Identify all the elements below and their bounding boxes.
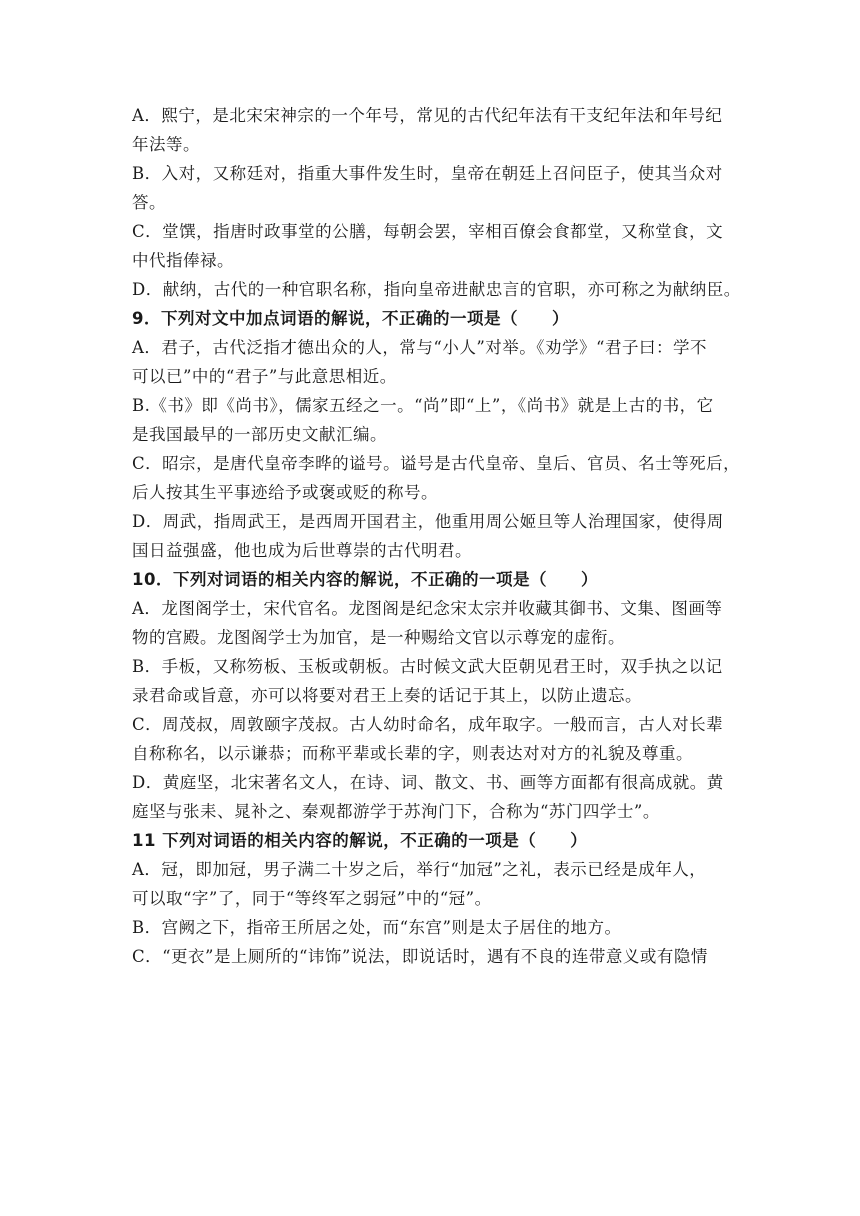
option-line: D．黄庭坚，北宋著名文人，在诗、词、散文、书、画等方面都有很高成就。黄 bbox=[132, 773, 724, 792]
option-line: B.《书》即《尚书》，儒家五经之一。“尚”即“上”，《尚书》就是上古的书，它 bbox=[132, 396, 714, 415]
option-line: 庭坚与张耒、晁补之、秦观都游学于苏洵门下，合称为“苏门四学士”。 bbox=[132, 802, 660, 821]
question-10-stem: 10．下列对词语的相关内容的解说，不正确的一项是（ ） bbox=[132, 570, 598, 589]
option-line: D．周武，指周武王，是西周开国君主，他重用周公姬旦等人治理国家，使得周 bbox=[132, 512, 724, 531]
option-line: A．龙图阁学士，宋代官名。龙图阁是纪念宋太宗并收藏其御书、文集、图画等 bbox=[132, 599, 723, 618]
option-line: B．宫阙之下，指帝王所居之处，而“东宫”则是太子居住的地方。 bbox=[132, 918, 622, 937]
option-line: 国日益强盛，他也成为后世尊崇的古代明君。 bbox=[132, 541, 472, 560]
option-line: 后人按其生平事迹给予或褒或贬的称号。 bbox=[132, 483, 438, 502]
option-line: 答。 bbox=[132, 193, 166, 212]
question-11-stem: 11 下列对词语的相关内容的解说，不正确的一项是（ ） bbox=[132, 831, 588, 850]
document-body bbox=[132, 101, 740, 971]
option-line: B．入对，又称廷对，指重大事件发生时，皇帝在朝廷上召问臣子，使其当众对 bbox=[132, 164, 723, 183]
option-line: D．献纳，古代的一种官职名称，指向皇帝进献忠言的官职，亦可称之为献纳臣。 bbox=[132, 280, 741, 299]
question-9-stem: 9．下列对文中加点词语的解说，不正确的一项是（ ） bbox=[132, 309, 569, 328]
option-line: 中代指俸禄。 bbox=[132, 251, 234, 270]
option-line: 可以已”中的“君子”与此意思相近。 bbox=[132, 367, 397, 386]
option-line: C．堂馔，指唐时政事堂的公膳，每朝会罢，宰相百僚会食都堂，又称堂食，文 bbox=[132, 222, 724, 241]
option-line: C．周茂叔，周敦颐字茂叔。古人幼时命名，成年取字。一般而言，古人对长辈 bbox=[132, 715, 724, 734]
option-line: 可以取“字”了，同于“等终军之弱冠”中的“冠”。 bbox=[132, 889, 492, 908]
option-line: B．手板，又称笏板、玉板或朝板。古时候文武大臣朝见君王时，双手执之以记 bbox=[132, 657, 723, 676]
option-line: 是我国最早的一部历史文献汇编。 bbox=[132, 425, 387, 444]
option-line: 年法等。 bbox=[132, 135, 200, 154]
option-line: 自称称名，以示谦恭；而称平辈或长辈的字，则表达对对方的礼貌及尊重。 bbox=[132, 744, 693, 763]
option-line: C．昭宗，是唐代皇帝李晔的谥号。谥号是古代皇帝、皇后、官员、名士等死后， bbox=[132, 454, 741, 473]
option-line: C．“更衣”是上厕所的“讳饰”说法，即说话时，遇有不良的连带意义或有隐情 bbox=[132, 947, 708, 966]
option-line: 物的宫殿。龙图阁学士为加官，是一种赐给文官以示尊宠的虚衔。 bbox=[132, 628, 625, 647]
option-line: A．冠，即加冠，男子满二十岁之后，举行“加冠”之礼，表示已经是成年人， bbox=[132, 860, 707, 879]
option-line: A．君子，古代泛指才德出众的人，常与“小人”对举。《劝学》“君子曰：学不 bbox=[132, 338, 707, 357]
option-line: A．熙宁，是北宋宋神宗的一个年号，常见的古代纪年法有干支纪年法和年号纪 bbox=[132, 106, 723, 125]
option-line: 录君命或旨意，亦可以将要对君王上奏的话记于其上，以防止遗忘。 bbox=[132, 686, 642, 705]
